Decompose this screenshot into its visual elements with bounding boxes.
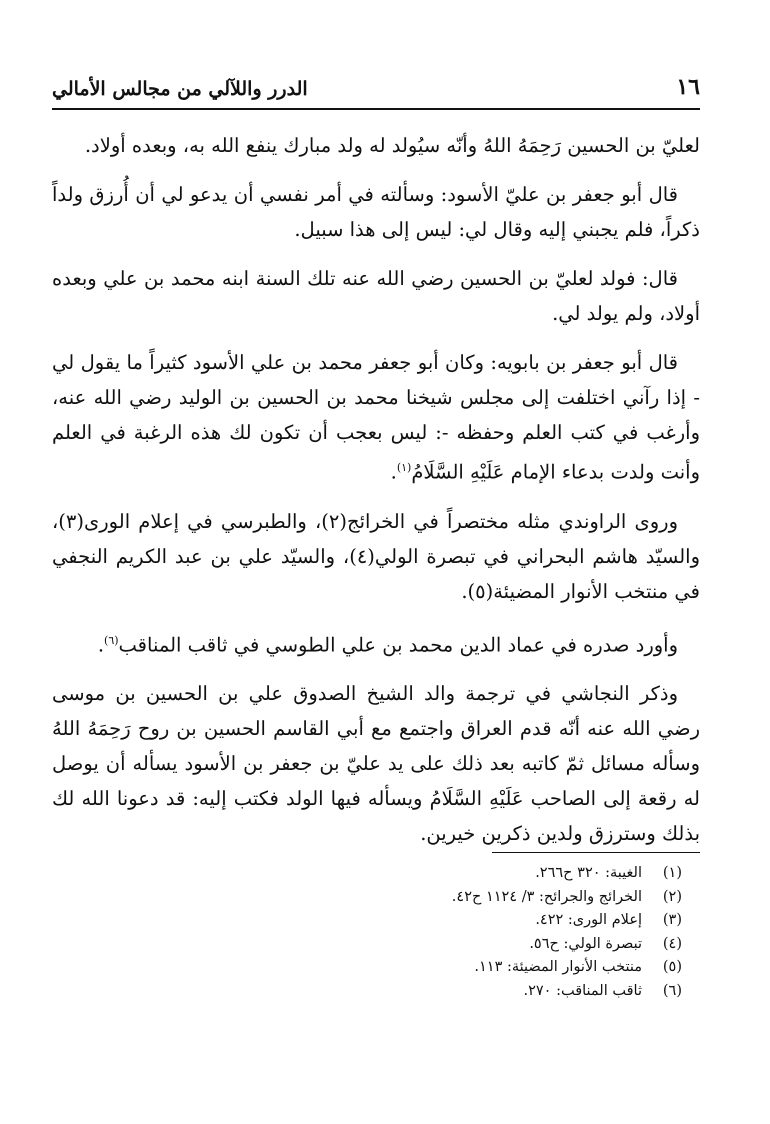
footnote [200,933,682,957]
footnote-number: (٢) [662,888,682,905]
paragraph: لعليّ بن الحسين رَحِمَهُ اللهُ وأنّه سيُولد له ولد مبارك ينفع الله به، وبعده أولاد. [84,134,700,157]
footnote [200,909,682,933]
page-number: ١٦ [676,74,700,100]
paragraph: قال أبو جعفر بن عليّ الأسود: وسألته في أمر نفسي أن يدعو لي أن أُرزق ولداً ذكراً، فلم يجبني إليه وقال لي: ليس إلى هذا سبيل. [52,183,700,241]
footnote-divider [492,852,700,853]
main-text [52,128,700,865]
footnote-text: الخرائج والجرائح: ٣/ ١١٢٤ ح٤٢. [451,888,642,905]
footnote-number: (٤) [662,935,682,952]
paragraph: قال أبو جعفر بن بابويه: وكان أبو جعفر محمد بن علي الأسود كثيراً ما يقول لي - إذا رآني اختلفت إلى مجلس شيخنا محمد بن الحسين بن الوليد رضي الله عنه، وأرغب في كتب العلم وحفظه -: ليس بعجب أن تكون لك هذه الرغبة في العلم وأنت ولدت بدعاء الإمام عَلَيْهِ السَّلَامُ$^{(١)}$. [52,351,700,484]
footnote-text: ثاقب المناقب: ٢٧٠. [523,982,642,999]
running-title: الدرر واللآلي من مجالس الأمالي [52,78,308,100]
footnote-ref: (١) [396,461,412,474]
footnote-number: (٦) [662,982,682,999]
footnote-ref: (٦) [104,633,119,647]
footnote-text: تبصرة الولي: ح٥٦. [529,935,642,952]
footnote-number: (٣) [662,912,682,928]
paragraph: وأورد صدره في عماد الدين محمد بن علي الطوسي في ثاقب المناقب$^{(٦)}$. [97,633,678,656]
footnotes [200,862,682,1003]
footnote-number: (١) [662,865,682,881]
page-header [52,74,700,110]
footnote [200,862,682,886]
paragraph: وروى الراوندي مثله مختصراً في الخرائج(٢)، والطبرسي في إعلام الورى(٣)، والسيّد هاشم البحراني في تبصرة الولي(٤)، والسيّد علي بن عبد الكريم النجفي في منتخب الأنوار المضيئة(٥). [52,509,700,603]
paragraph: وذكر النجاشي في ترجمة والد الشيخ الصدوق علي بن الحسين بن موسى رضي الله عنه أنّه قدم العراق واجتمع مع أبي القاسم الحسين بن روح رَحِمَهُ اللهُ وسأله مسائل ثمّ كاتبه بعد ذلك على يد عليّ بن جعفر بن الأسود يسأله أن يوصل له رقعة إلى الصاحب عَلَيْهِ السَّلَامُ ويسأله فيها الولد فكتب إليه: قد دعونا الله لك بذلك وسترزق ولدين ذكرين خيرين. [52,682,700,845]
footnote-text: الغيبة: ٣٢٠ ح٢٦٦. [535,865,642,881]
footnote [200,956,682,980]
footnote-text: إعلام الورى: ٤٢٢. [535,912,642,928]
footnote [200,980,682,1004]
footnote-text: منتخب الأنوار المضيئة: ١١٣. [474,959,642,975]
paragraph: قال: فولد لعليّ بن الحسين رضي الله عنه تلك السنة ابنه محمد بن علي وبعده أولاد، ولم يولد لي. [52,267,700,325]
footnote [200,886,682,910]
footnote-number: (٥) [662,959,682,975]
